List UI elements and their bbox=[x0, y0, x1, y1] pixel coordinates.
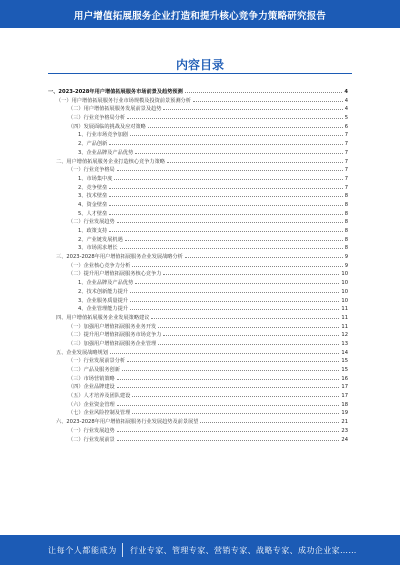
toc-entry-page: 7 bbox=[344, 149, 348, 156]
toc-entry-page: 10 bbox=[341, 297, 348, 304]
toc-entry[interactable] bbox=[48, 123, 348, 132]
toc-entry-page: 21 bbox=[341, 419, 348, 426]
toc-leader-dots bbox=[125, 236, 343, 241]
toc-entry-page: 8 bbox=[344, 201, 348, 208]
toc-leader-dots bbox=[158, 340, 339, 345]
toc-entry-label: 2、技术创新能力提升 bbox=[78, 288, 128, 295]
toc-entry-page: 17 bbox=[341, 384, 348, 391]
toc-entry[interactable] bbox=[48, 418, 348, 427]
toc-entry[interactable] bbox=[48, 305, 348, 314]
toc-entry[interactable] bbox=[48, 409, 348, 418]
toc-entry[interactable] bbox=[48, 227, 348, 236]
toc-entry-label: （二）行业发展趋势 bbox=[68, 219, 115, 226]
toc-entry-label: （六）企业资金管理 bbox=[68, 401, 115, 408]
toc-leader-dots bbox=[163, 270, 339, 275]
toc-leader-dots bbox=[148, 123, 343, 128]
toc-entry-label: （二）提升用户增值拓展服务市场竞争力 bbox=[68, 332, 162, 339]
toc-entry-page: 4 bbox=[344, 106, 348, 113]
footer-separator bbox=[122, 543, 123, 557]
toc-leader-dots bbox=[130, 297, 339, 302]
toc-leader-dots bbox=[151, 314, 339, 319]
toc-entry-page: 7 bbox=[344, 167, 348, 174]
toc-leader-dots bbox=[185, 253, 343, 258]
toc-entry[interactable] bbox=[48, 210, 348, 219]
toc-entry-page: 10 bbox=[341, 271, 348, 278]
toc-entry-page: 23 bbox=[341, 427, 348, 434]
toc-entry-page: 8 bbox=[344, 219, 348, 226]
toc-entry-label: （一）行业发展前景分析 bbox=[68, 358, 126, 365]
toc-entry-label: 1、行业市场竞争加剧 bbox=[78, 132, 128, 139]
toc-entry[interactable] bbox=[48, 314, 348, 323]
toc-entry[interactable] bbox=[48, 175, 348, 184]
toc-leader-dots bbox=[127, 114, 343, 119]
toc-entry[interactable] bbox=[48, 349, 348, 358]
toc-entry[interactable] bbox=[48, 436, 348, 445]
toc-entry-label: 一、2023-2028年用户增值拓展服务市场前景及趋势预测 bbox=[48, 89, 183, 95]
toc-entry-page: 24 bbox=[341, 436, 348, 443]
toc-entry[interactable] bbox=[48, 270, 348, 279]
toc-entry-page: 8 bbox=[344, 245, 348, 252]
toc-entry-label: （一）行业发展趋势 bbox=[68, 427, 115, 434]
toc-entry-label: （三）行业竞争格局分析 bbox=[68, 115, 126, 122]
toc-entry-page: 18 bbox=[341, 401, 348, 408]
toc-entry-label: 4、企业管理能力提升 bbox=[78, 306, 128, 313]
toc-entry-label: （七）企业风险控制及管理 bbox=[68, 410, 131, 417]
toc-leader-dots bbox=[109, 201, 342, 206]
toc-leader-dots bbox=[122, 366, 340, 371]
toc-leader-dots bbox=[163, 105, 342, 110]
toc-entry-page: 7 bbox=[344, 132, 348, 139]
toc-entry-page: 13 bbox=[341, 340, 348, 347]
toc-entry-page: 15 bbox=[341, 358, 348, 365]
toc-entry-page: 8 bbox=[344, 193, 348, 200]
table-of-contents bbox=[48, 88, 348, 444]
toc-entry[interactable] bbox=[48, 140, 348, 149]
toc-entry-label: （二）提升用户增值拓展服务核心竞争力 bbox=[68, 271, 162, 278]
toc-entry-page: 11 bbox=[341, 314, 348, 321]
toc-entry[interactable] bbox=[48, 401, 348, 410]
toc-entry-page: 8 bbox=[344, 228, 348, 234]
toc-leader-dots bbox=[167, 158, 343, 163]
toc-entry[interactable] bbox=[48, 375, 348, 384]
toc-entry-label: （一）行业竞争格局 bbox=[68, 167, 115, 174]
toc-entry[interactable] bbox=[48, 427, 348, 436]
toc-leader-dots bbox=[110, 349, 340, 354]
toc-entry-page: 19 bbox=[341, 410, 348, 417]
toc-leader-dots bbox=[200, 418, 339, 423]
toc-entry-page: 10 bbox=[341, 288, 348, 295]
toc-entry[interactable] bbox=[48, 366, 348, 375]
toc-entry[interactable] bbox=[48, 105, 348, 114]
toc-entry-page: 9 bbox=[344, 262, 348, 269]
toc-entry[interactable] bbox=[48, 166, 348, 175]
toc-entry[interactable] bbox=[48, 192, 348, 201]
toc-entry[interactable] bbox=[48, 158, 348, 167]
toc-leader-dots bbox=[127, 357, 339, 362]
toc-entry-label: （一）用户增值拓展服务行业市场规模及投资前景预测分析 bbox=[56, 97, 191, 104]
toc-leader-dots bbox=[117, 166, 343, 171]
toc-entry-label: （三）加强用户增值拓展服务企业管理 bbox=[68, 340, 157, 347]
toc-entry-label: 二、用户增值拓展服务企业打造核心竞争力策略 bbox=[56, 158, 165, 165]
report-header-bar bbox=[0, 0, 400, 28]
toc-entry-page: 6 bbox=[344, 123, 348, 130]
toc-entry-label: （二）用户增值拓展服务发展前景及趋势 bbox=[68, 106, 162, 113]
toc-leader-dots bbox=[132, 262, 342, 267]
toc-leader-dots bbox=[117, 383, 340, 388]
toc-leader-dots bbox=[120, 244, 343, 249]
toc-entry-page: 10 bbox=[341, 280, 348, 287]
toc-leader-dots bbox=[185, 88, 343, 93]
toc-entry-page: 5 bbox=[344, 115, 348, 122]
toc-entry[interactable] bbox=[48, 114, 348, 123]
toc-leader-dots bbox=[109, 210, 342, 215]
toc-leader-dots bbox=[130, 131, 343, 136]
toc-entry-label: 3、企业服务质量提升 bbox=[78, 297, 128, 304]
toc-leader-dots bbox=[117, 436, 340, 441]
toc-entry-label: 2、产品创新 bbox=[78, 141, 108, 148]
toc-leader-dots bbox=[117, 375, 340, 380]
toc-entry-label: 五、企业发展战略规划 bbox=[56, 349, 108, 356]
toc-entry[interactable] bbox=[48, 244, 348, 253]
toc-leader-dots bbox=[130, 288, 339, 293]
toc-leader-dots bbox=[109, 184, 342, 189]
toc-entry-page: 11 bbox=[341, 323, 348, 330]
toc-entry-label: 3、市场需求增长 bbox=[78, 245, 118, 252]
toc-leader-dots bbox=[109, 227, 342, 232]
toc-entry-page: 4 bbox=[344, 89, 348, 95]
toc-entry-label: （一）加强用户增值拓展服务业务开发 bbox=[68, 323, 157, 330]
toc-entry-label: 六、2023-2028年用户增值拓展服务行业发展趋势及前景展望 bbox=[56, 419, 199, 426]
toc-entry-page: 15 bbox=[341, 367, 348, 373]
toc-leader-dots bbox=[109, 192, 342, 197]
toc-entry-label: 3、企业品牌及产品优势 bbox=[78, 149, 134, 156]
footer-bar bbox=[0, 535, 400, 565]
toc-entry-label: 1、政策支持 bbox=[78, 228, 108, 234]
toc-entry-label: （五）人才培养及团队建设 bbox=[68, 393, 131, 400]
toc-entry-page: 4 bbox=[344, 97, 348, 104]
toc-entry-label: （四）企业品牌建设 bbox=[68, 384, 115, 391]
toc-entry-label: 5、人才壁垒 bbox=[78, 210, 108, 217]
toc-entry-label: 2、产业链发展机遇 bbox=[78, 236, 123, 243]
toc-leader-dots bbox=[117, 218, 343, 223]
toc-entry[interactable] bbox=[48, 262, 348, 271]
toc-entry-label: 3、技术壁垒 bbox=[78, 193, 108, 200]
toc-entry-page: 11 bbox=[341, 306, 348, 313]
toc-entry-page: 7 bbox=[344, 184, 348, 191]
toc-entry[interactable] bbox=[48, 357, 348, 366]
toc-entry[interactable] bbox=[48, 253, 348, 262]
toc-entry[interactable] bbox=[48, 149, 348, 158]
toc-leader-dots bbox=[135, 149, 343, 154]
toc-entry[interactable] bbox=[48, 218, 348, 227]
toc-entry-page: 8 bbox=[344, 236, 348, 243]
toc-entry-page: 9 bbox=[344, 254, 348, 261]
toc-entry-label: 2、竞争壁垒 bbox=[78, 184, 108, 191]
toc-entry-page: 12 bbox=[341, 332, 348, 339]
toc-entry-page: 16 bbox=[341, 375, 348, 382]
toc-entry-label: 四、用户增值拓展服务企业发展策略建议 bbox=[56, 314, 150, 321]
toc-entry-label: 三、2023-2028年用户增值拓展服务企业发展战略分析 bbox=[56, 254, 183, 261]
toc-entry[interactable] bbox=[48, 97, 348, 106]
toc-entry-label: 4、资金壁垒 bbox=[78, 201, 108, 208]
toc-entry[interactable] bbox=[48, 131, 348, 140]
toc-entry[interactable] bbox=[48, 288, 348, 297]
report-title: 用户增值拓展服务企业打造和提升核心竞争力策略研究报告 bbox=[73, 11, 327, 22]
toc-leader-dots bbox=[132, 409, 339, 414]
toc-leader-dots bbox=[117, 427, 340, 432]
footer-slogan-right: 行业专家、管理专家、营销专家、战略专家、成功企业家…… bbox=[130, 546, 357, 555]
toc-leader-dots bbox=[193, 97, 343, 102]
toc-entry[interactable] bbox=[48, 383, 348, 392]
toc-leader-dots bbox=[130, 305, 339, 310]
toc-entry-label: （四）发展面临的挑战及应对策略 bbox=[68, 123, 146, 130]
toc-entry[interactable] bbox=[48, 392, 348, 401]
toc-entry[interactable] bbox=[48, 340, 348, 349]
toc-entry-page: 7 bbox=[344, 158, 348, 165]
toc-leader-dots bbox=[163, 331, 339, 336]
toc-entry-label: （一）企业核心竞争力分析 bbox=[68, 262, 131, 269]
toc-leader-dots bbox=[109, 140, 342, 145]
toc-entry[interactable] bbox=[48, 331, 348, 340]
toc-entry[interactable] bbox=[48, 297, 348, 306]
toc-leader-dots bbox=[132, 392, 339, 397]
toc-entry-page: 14 bbox=[341, 349, 348, 356]
toc-entry-page: 17 bbox=[341, 393, 348, 400]
toc-entry[interactable] bbox=[48, 236, 348, 245]
toc-leader-dots bbox=[158, 323, 339, 328]
toc-entry[interactable] bbox=[48, 184, 348, 193]
toc-entry-label: （二）行业发展前景 bbox=[68, 436, 115, 443]
toc-entry[interactable] bbox=[48, 279, 348, 288]
toc-entry-label: 1、企业品牌及产品优势 bbox=[78, 280, 134, 287]
toc-divider bbox=[48, 73, 352, 74]
toc-leader-dots bbox=[117, 401, 340, 406]
toc-leader-dots bbox=[114, 175, 342, 180]
toc-entry-page: 7 bbox=[344, 141, 348, 148]
toc-leader-dots bbox=[135, 279, 339, 284]
toc-heading: 内容目录 bbox=[175, 58, 224, 72]
toc-entry[interactable] bbox=[48, 201, 348, 210]
toc-entry-label: （二）产品及服务创新 bbox=[68, 367, 120, 373]
footer-slogan-left: 让每个人都能成为 bbox=[48, 546, 117, 555]
toc-entry-page: 8 bbox=[344, 210, 348, 217]
toc-entry[interactable] bbox=[48, 88, 348, 97]
toc-entry-page: 7 bbox=[344, 175, 348, 182]
toc-entry-label: （三）市场营销策略 bbox=[68, 375, 115, 382]
toc-entry[interactable] bbox=[48, 323, 348, 332]
toc-entry-label: 1、市场集中度 bbox=[78, 175, 113, 182]
